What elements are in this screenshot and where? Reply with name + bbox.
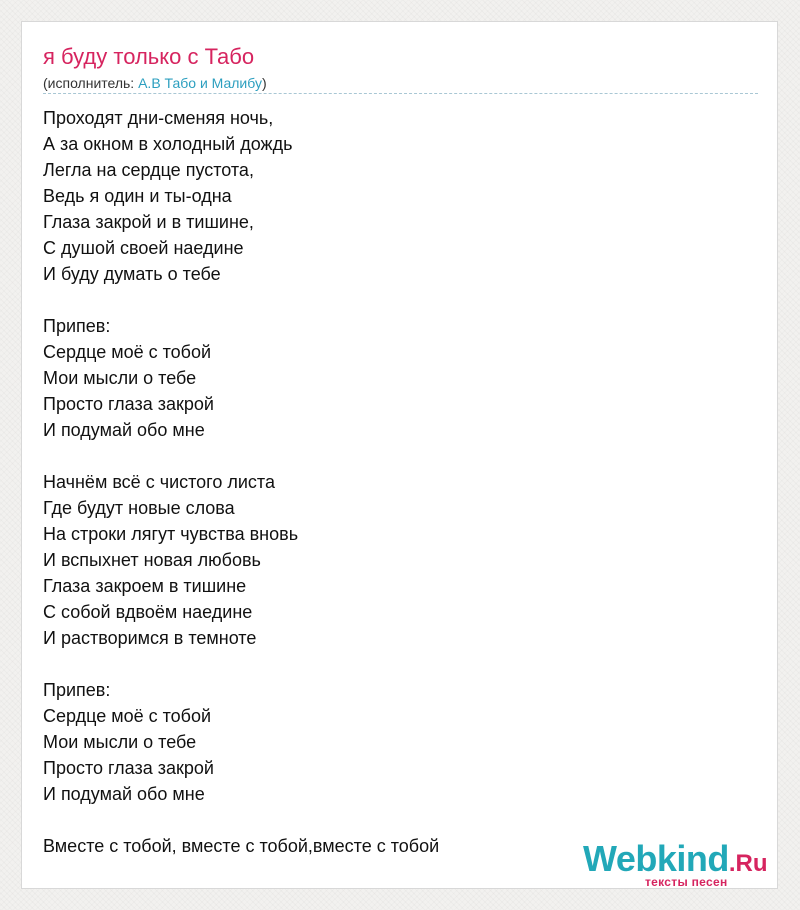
- lyrics-body: [43, 105, 743, 859]
- header-divider: [43, 93, 758, 94]
- lyric-line: Припев:: [43, 680, 111, 700]
- webkind-logo[interactable]: [583, 839, 778, 889]
- lyrics-card: [21, 21, 778, 889]
- lyric-line: И подумай обо мне: [43, 420, 205, 440]
- lyric-line: С душой своей наедине: [43, 238, 244, 258]
- lyric-line: И вспыхнет новая любовь: [43, 550, 261, 570]
- lyric-line: На строки лягут чувства вновь: [43, 524, 299, 544]
- lyric-line: Глаза закроем в тишине: [43, 576, 247, 596]
- lyric-line: И подумай обо мне: [43, 784, 205, 804]
- artist-line: [43, 74, 267, 92]
- lyric-line: Начнём всё с чистого листа: [43, 472, 275, 492]
- lyric-line: И буду думать о тебе: [43, 264, 221, 284]
- artist-link[interactable]: А.В Табо и Малибу: [138, 75, 262, 91]
- lyric-line: Просто глаза закрой: [43, 758, 214, 778]
- lyric-line: Глаза закрой и в тишине,: [43, 212, 254, 232]
- lyric-line: Мои мысли о тебе: [43, 732, 197, 752]
- lyric-line: Проходят дни-сменяя ночь,: [43, 108, 274, 128]
- lyric-line: С собой вдвоём наедине: [43, 602, 253, 622]
- lyric-blank-line: [43, 443, 743, 469]
- logo-tagline: тексты песен: [645, 875, 728, 889]
- lyric-blank-line: [43, 287, 743, 313]
- lyric-line: Легла на сердце пустота,: [43, 160, 254, 180]
- lyric-blank-line: [43, 651, 743, 677]
- lyric-line: Где будут новые слова: [43, 498, 235, 518]
- lyric-line: Вместе с тобой, вместе с тобой,вместе с тобой: [43, 836, 440, 856]
- logo-suffix: .Ru: [728, 850, 768, 877]
- lyric-line: А за окном в холодный дождь: [43, 134, 293, 154]
- lyric-line: И растворимся в темноте: [43, 628, 257, 648]
- lyric-line: Мои мысли о тебе: [43, 368, 197, 388]
- logo-main-text: Webkind: [583, 838, 729, 879]
- lyric-line: Просто глаза закрой: [43, 394, 214, 414]
- lyric-line: Припев:: [43, 316, 111, 336]
- song-title: я буду только с Табо: [43, 44, 255, 69]
- lyric-line: Ведь я один и ты-одна: [43, 186, 232, 206]
- artist-suffix: ): [261, 75, 267, 91]
- lyric-line: Сердце моё с тобой: [43, 706, 212, 726]
- lyric-blank-line: [43, 807, 743, 833]
- lyric-line: Сердце моё с тобой: [43, 342, 212, 362]
- artist-prefix: (исполнитель:: [43, 75, 139, 91]
